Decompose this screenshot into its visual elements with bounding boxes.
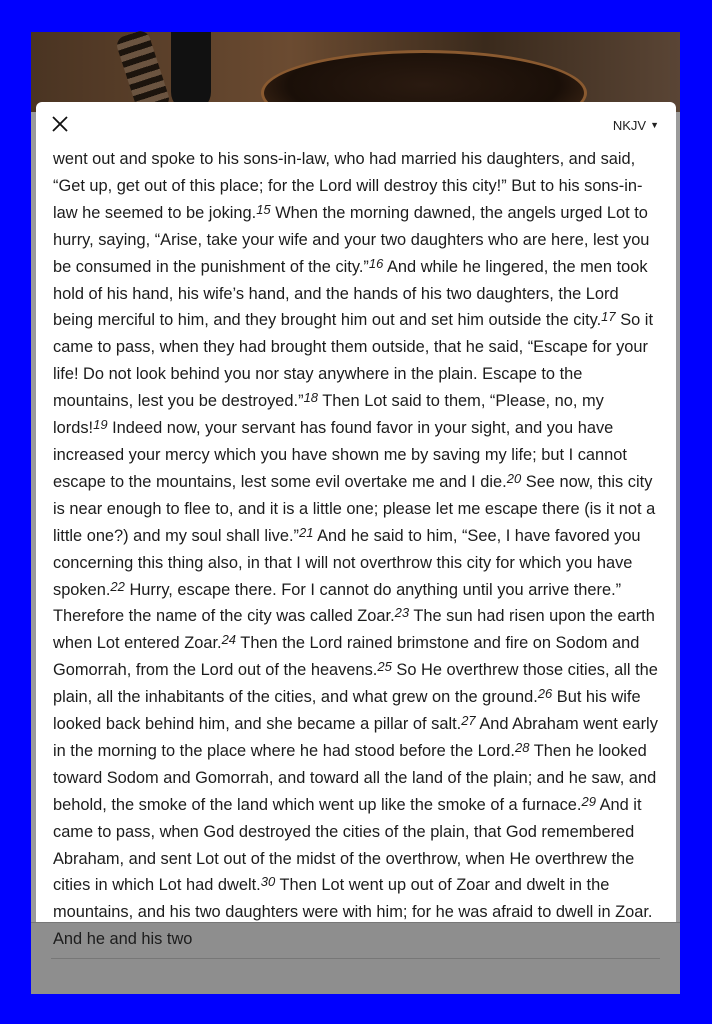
verse-number: 28 — [514, 739, 530, 755]
verse-text: Then Lot went up out of Zoar and dwelt in the mountains, and his two daughters were with him; for he was afraid to dwell in Zoar. And he and his two — [53, 876, 653, 949]
verse-number: 16 — [368, 255, 384, 271]
caret-down-icon: ▼ — [650, 120, 659, 130]
verse-text: The sun had risen upon the earth when Lot entered Zoar. — [53, 607, 655, 653]
verse-number: 17 — [601, 309, 616, 325]
version-selector[interactable] — [613, 116, 659, 134]
version-label: NKJV — [612, 117, 647, 133]
close-button[interactable] — [50, 114, 70, 134]
verse-text: Indeed now, your servant has found favor in your sight, and you have increased your mercy which you have shown me by saving my life; but I cannot escape to the mountains, lest some evil overtake me and I die. — [53, 419, 627, 491]
verse-text: Then he looked toward Sodom and Gomorrah, and toward all the land of the plain; and he saw, and behold, the smoke of the land which went up like the smoke of a furnace. — [53, 741, 657, 814]
verse-number: 23 — [394, 605, 410, 621]
verse-number: 29 — [581, 793, 596, 809]
verse-number: 27 — [461, 713, 476, 729]
verse-text: When the morning dawned, the angels urged Lot to hurry, saying, “Arise, take your wife and your two daughters who are here, lest you be consumed in the punishment of the city.” — [53, 203, 650, 276]
verse-text: Then Lot said to them, “Please, no, my lords! — [53, 392, 604, 438]
pole-graphic — [171, 32, 211, 112]
verse-text: See now, this city is near enough to flee to, and it is a little one; please let me escape there (is it not a little one?) and my soul shall live.” — [53, 472, 656, 545]
verse-number: 15 — [256, 201, 271, 217]
verse-text: And Abraham went early in the morning to the place where he had stood before the Lord. — [53, 715, 658, 760]
close-icon — [50, 114, 70, 134]
verse-text: Hurry, escape there. For I cannot do anything until you arrive there.” Therefore the name of the city was called Zoar. — [53, 580, 622, 626]
verse-number: 20 — [506, 470, 522, 486]
verse-text: But his wife looked back behind him, and she became a pillar of salt. — [53, 688, 641, 734]
verse-number: 18 — [303, 390, 319, 406]
verse-number: 25 — [377, 659, 392, 675]
passage-modal — [36, 102, 676, 949]
verse-number: 24 — [221, 632, 237, 648]
verse-text: Then the Lord rained brimstone and fire on Sodom and Gomorrah, from the Lord out of the heavens. — [53, 634, 640, 680]
verse-text: And he said to him, “See, I have favored you concerning this thing also, in that I will not overthrow this city for which you have spoken. — [53, 526, 641, 599]
verse-text: So He overthrew those cities, all the plain, all the inhabitants of the cities, and what grew on the ground. — [53, 661, 658, 707]
footer-divider — [51, 958, 660, 959]
verse-number: 19 — [93, 417, 108, 433]
verse-number: 30 — [260, 874, 276, 890]
scripture-text — [53, 146, 661, 949]
verse-text: went out and spoke to his sons-in-law, who had married his daughters, and said, “Get up, get out of this place; for the Lord will destroy this city!” But to his sons-in-law he seemed to be joking. — [53, 150, 643, 222]
verse-text: And while he lingered, the men took hold of his hand, his wife’s hand, and the hands of his two daughters, the Lord being merciful to him, and they brought him out and set him outside the city. — [53, 257, 648, 330]
verse-number: 22 — [110, 578, 125, 594]
verse-number: 26 — [537, 686, 553, 702]
verse-text: So it came to pass, when they had brought them outside, that he said, “Escape for your life! Do not look behind you nor stay anywhere in the plain. Escape to the mountains, lest you be destroyed.” — [53, 311, 653, 411]
verse-text: And it came to pass, when God destroyed the cities of the plain, that God remembered Abraham, and sent Lot out of the midst of the overthrow, when He overthrew the cities in which Lot had dwelt. — [53, 795, 642, 895]
modal-header — [36, 102, 676, 146]
verse-number: 21 — [298, 524, 314, 540]
header-image — [31, 32, 680, 112]
